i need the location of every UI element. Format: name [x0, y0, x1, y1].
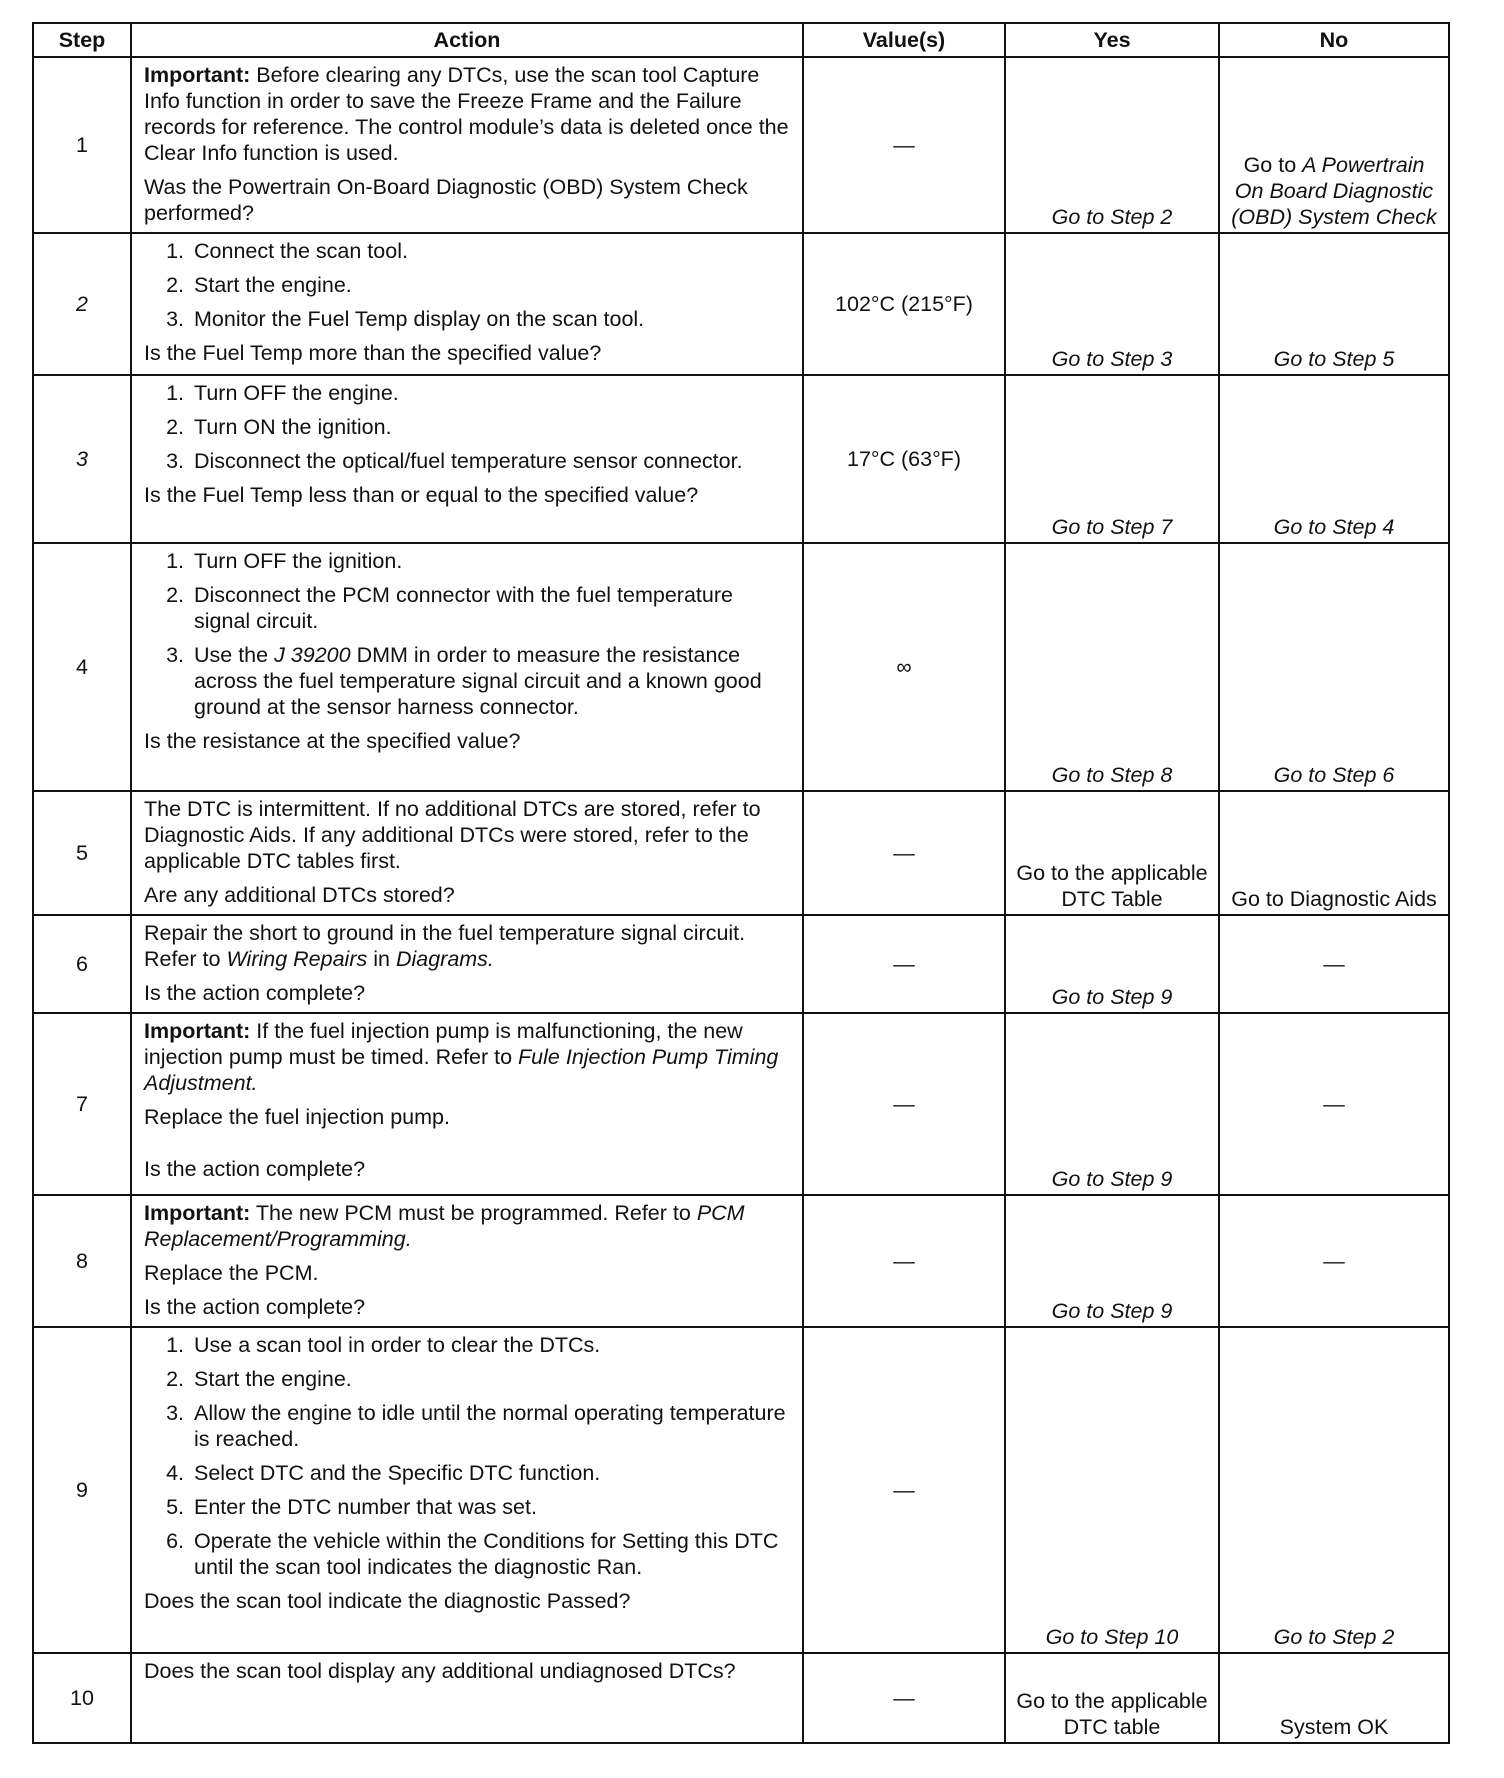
yes-cell: Go to the applicable DTC Table	[1005, 791, 1219, 915]
list-item-text: Use the	[194, 643, 275, 667]
value-cell: —	[803, 791, 1005, 915]
action-text: Replace the PCM.	[144, 1261, 319, 1285]
value-cell: ∞	[803, 543, 1005, 791]
action-cell	[131, 543, 803, 791]
list-item: 1. Turn OFF the ignition.	[190, 548, 794, 574]
question: Is the Fuel Temp more than the specified value?	[144, 341, 602, 365]
action-list	[144, 548, 794, 720]
important-label: Important:	[144, 63, 251, 87]
step-number: 3	[33, 375, 131, 543]
doc-reference: PCM Replacement/Programming.	[144, 1201, 745, 1251]
action-cell	[131, 57, 803, 233]
yes-cell: Go to Step 8	[1005, 543, 1219, 791]
step-number: 8	[33, 1195, 131, 1327]
action-text	[144, 920, 794, 972]
table-row	[33, 543, 1449, 791]
important-note	[144, 62, 794, 166]
value-cell: 102°C (215°F)	[803, 233, 1005, 375]
header-row	[33, 23, 1449, 57]
question: Is the resistance at the specified value?	[144, 729, 521, 753]
list-item: 3. Disconnect the optical/fuel temperature sensor connector.	[190, 448, 794, 474]
value-cell: —	[803, 1327, 1005, 1653]
question: Was the Powertrain On-Board Diagnostic (OBD) System Check performed?	[144, 175, 748, 225]
list-item: 6. Operate the vehicle within the Conditions for Setting this DTC until the scan tool indicates the diagnostic Ran.	[190, 1528, 794, 1580]
action-cell	[131, 1013, 803, 1195]
question: Is the Fuel Temp less than or equal to the specified value?	[144, 483, 699, 507]
step-number: 1	[33, 57, 131, 233]
question: Does the scan tool display any additional undiagnosed DTCs?	[144, 1659, 736, 1683]
list-item: 2. Start the engine.	[190, 1366, 794, 1392]
question: Does the scan tool indicate the diagnostic Passed?	[144, 1589, 631, 1613]
table-row	[33, 1653, 1449, 1743]
yes-cell: Go to the applicable DTC table	[1005, 1653, 1219, 1743]
no-cell: Go to Step 5	[1219, 233, 1449, 375]
doc-reference: Diagrams.	[395, 947, 494, 971]
table-row	[33, 1195, 1449, 1327]
no-cell: Go to Step 4	[1219, 375, 1449, 543]
no-cell: Go to Step 2	[1219, 1327, 1449, 1653]
tool-reference: J 39200	[274, 643, 351, 667]
list-item	[190, 642, 794, 720]
no-cell: —	[1219, 1195, 1449, 1327]
value-cell: —	[803, 1195, 1005, 1327]
question: Is the action complete?	[144, 1295, 366, 1319]
header-values: Value(s)	[803, 23, 1005, 57]
important-text: If the fuel injection pump is malfunctioning, the new injection pump must be timed. Refer to	[144, 1019, 743, 1069]
no-cell	[1219, 57, 1449, 233]
step-number: 5	[33, 791, 131, 915]
list-item: 2. Disconnect the PCM connector with the fuel temperature signal circuit.	[190, 582, 794, 634]
action-list	[144, 1332, 794, 1580]
action-list	[144, 238, 794, 332]
important-label: Important:	[144, 1019, 251, 1043]
doc-reference: Wiring Repairs	[226, 947, 368, 971]
yes-cell: Go to Step 10	[1005, 1327, 1219, 1653]
table-row	[33, 57, 1449, 233]
no-cell: Go to Diagnostic Aids	[1219, 791, 1449, 915]
header-step: Step	[33, 23, 131, 57]
header-action: Action	[131, 23, 803, 57]
table-row	[33, 915, 1449, 1013]
list-item: 3. Monitor the Fuel Temp display on the scan tool.	[190, 306, 794, 332]
no-cell: —	[1219, 915, 1449, 1013]
important-text: Before clearing any DTCs, use the scan tool Capture Info function in order to save the Freeze Frame and the Failure records for reference. The control module’s data is deleted once the Clear Info function is used.	[144, 63, 789, 165]
step-number: 10	[33, 1653, 131, 1743]
table-row	[33, 1013, 1449, 1195]
list-item-text: DMM in order to measure the resistance across the fuel temperature signal circuit and a known good ground at the sensor harness connector.	[194, 643, 762, 719]
header-yes: Yes	[1005, 23, 1219, 57]
list-item: 4. Select DTC and the Specific DTC function.	[190, 1460, 794, 1486]
value-cell: —	[803, 1653, 1005, 1743]
step-number: 9	[33, 1327, 131, 1653]
value-cell: —	[803, 915, 1005, 1013]
value-cell: 17°C (63°F)	[803, 375, 1005, 543]
yes-cell: Go to Step 7	[1005, 375, 1219, 543]
action-text: Replace the fuel injection pump.	[144, 1105, 450, 1129]
value-cell: —	[803, 57, 1005, 233]
action-cell	[131, 375, 803, 543]
question: Are any additional DTCs stored?	[144, 883, 455, 907]
important-note	[144, 1200, 794, 1252]
list-item: 1. Turn OFF the engine.	[190, 380, 794, 406]
important-label: Important:	[144, 1201, 251, 1225]
question: Is the action complete?	[144, 1157, 366, 1181]
list-item: 1. Connect the scan tool.	[190, 238, 794, 264]
action-list	[144, 380, 794, 474]
no-cell-ref: A Powertrain On Board Diagnostic (OBD) System Check	[1231, 153, 1437, 229]
table-row	[33, 233, 1449, 375]
header-no: No	[1219, 23, 1449, 57]
table-row	[33, 791, 1449, 915]
no-cell: —	[1219, 1013, 1449, 1195]
value-cell: —	[803, 1013, 1005, 1195]
step-number: 7	[33, 1013, 131, 1195]
no-cell-prefix: Go to	[1243, 153, 1303, 177]
diagnostic-table-container	[32, 22, 1448, 1744]
action-cell	[131, 1195, 803, 1327]
list-item: 5. Enter the DTC number that was set.	[190, 1494, 794, 1520]
table-row	[33, 375, 1449, 543]
action-cell	[131, 1653, 803, 1743]
list-item: 3. Allow the engine to idle until the normal operating temperature is reached.	[190, 1400, 794, 1452]
spacer	[144, 1138, 794, 1156]
step-number: 2	[33, 233, 131, 375]
important-text: The new PCM must be programmed. Refer to	[250, 1201, 697, 1225]
step-number: 6	[33, 915, 131, 1013]
action-cell	[131, 915, 803, 1013]
action-cell	[131, 1327, 803, 1653]
yes-cell: Go to Step 2	[1005, 57, 1219, 233]
yes-cell: Go to Step 9	[1005, 1195, 1219, 1327]
no-cell: Go to Step 6	[1219, 543, 1449, 791]
table-row	[33, 1327, 1449, 1653]
important-note	[144, 1018, 794, 1096]
diagnostic-table	[32, 22, 1450, 1744]
list-item: 2. Start the engine.	[190, 272, 794, 298]
yes-cell: Go to Step 3	[1005, 233, 1219, 375]
list-item: 1. Use a scan tool in order to clear the DTCs.	[190, 1332, 794, 1358]
doc-reference: Fule Injection Pump Timing Adjustment.	[144, 1045, 779, 1095]
step-number: 4	[33, 543, 131, 791]
yes-cell: Go to Step 9	[1005, 1013, 1219, 1195]
action-text-part: Repair the short to ground in the fuel temperature signal circuit. Refer to	[144, 921, 746, 971]
action-cell	[131, 791, 803, 915]
yes-cell: Go to Step 9	[1005, 915, 1219, 1013]
list-item: 2. Turn ON the ignition.	[190, 414, 794, 440]
question: Is the action complete?	[144, 981, 366, 1005]
no-cell: System OK	[1219, 1653, 1449, 1743]
action-text: The DTC is intermittent. If no additional DTCs are stored, refer to Diagnostic Aids. If any additional DTCs were stored, refer to the applicable DTC tables first.	[144, 797, 761, 873]
action-text-part: in	[367, 947, 396, 971]
action-cell	[131, 233, 803, 375]
